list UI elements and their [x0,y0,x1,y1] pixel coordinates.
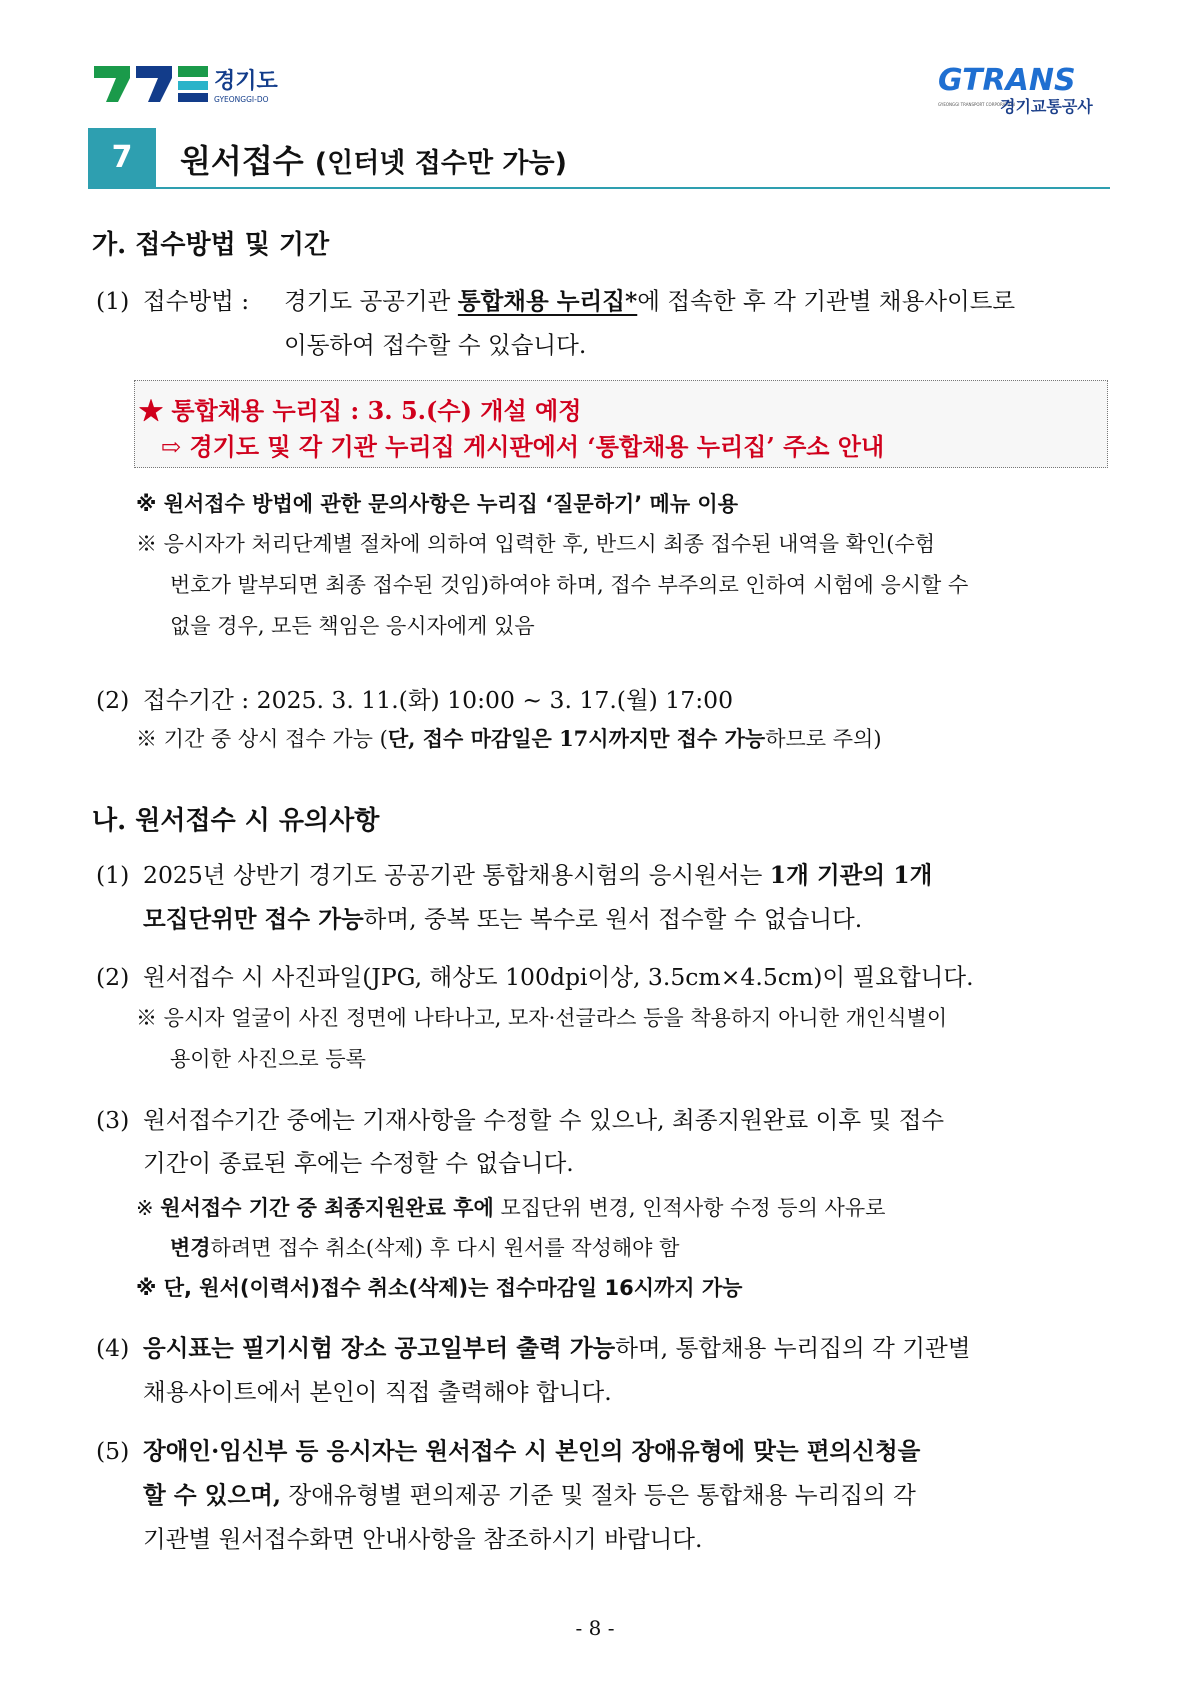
section-title [180,136,567,182]
section-title-main: 원서접수 [180,142,304,180]
part-b-item3-line2: 기간이 종료된 후에는 수정할 수 없습니다. [143,1149,574,1177]
text-segment: 장애유형별 편의제공 기준 및 절차 등은 통합채용 누리집의 각 [281,1481,916,1509]
part-b-item2-note-line2: 용이한 사진으로 등록 [170,1047,366,1071]
svg-text:GYEONGGI-DO: GYEONGGI-DO [214,95,269,104]
part-b-item1-num: (1) [96,861,130,889]
part-a-item1-line1 [284,286,1015,316]
text-segment: 에 접속한 후 각 기관별 채용사이트로 [637,287,1016,315]
text-segment: ※ 기간 중 상시 접수 가능 ( [136,727,388,751]
part-b-item5-line1: 장애인·임신부 등 응시자는 원서접수 시 본인의 장애유형에 맞는 편의신청을 [143,1437,921,1465]
part-a-note1: ※ 원서접수 방법에 관한 문의사항은 누리집 ‘질문하기’ 메뉴 이용 [136,492,739,516]
notice-box [134,380,1108,468]
text-segment: 할 수 있으며, [143,1481,282,1509]
text-segment: 하므로 주의) [765,727,882,751]
text-segment: 하려면 접수 취소(삭제) 후 다시 원서를 작성해야 함 [210,1236,680,1260]
text-segment: 1개 기관의 1개 [769,861,933,889]
part-b-item2-note-line1: ※ 응시자 얼굴이 사진 정면에 나타나고, 모자·선글라스 등을 착용하지 아니한 개인식별이 [136,1006,948,1030]
part-a-item1-num: (1) [96,287,130,315]
integrated-hiring-site-link[interactable]: 통합채용 누리집* [457,287,638,315]
part-b-item1-line2 [143,904,862,934]
part-b-item5-line3: 기관별 원서접수화면 안내사항을 참조하시기 바랍니다. [143,1525,703,1553]
text-segment: 2025년 상반기 경기도 공공기관 통합채용시험의 응시원서는 [143,861,770,889]
section-divider [88,187,1110,189]
text-segment: 모집단위 변경, 인적사항 수정 등의 사유로 [493,1196,886,1220]
text-segment: 모집단위만 접수 가능 [143,905,364,933]
part-a-note2-line1: ※ 응시자가 처리단계별 절차에 의하여 입력한 후, 반드시 최종 접수된 내역을 확인(수험 [136,532,936,556]
svg-text:GYEONGGI TRANSPORT CORPORATION: GYEONGGI TRANSPORT CORPORATION [938,102,1015,107]
text-segment: 경기도 공공기관 [284,287,451,315]
notice-line2: ⇨ 경기도 및 각 기관 누리집 게시판에서 ‘통합채용 누리집’ 주소 안내 [161,432,885,461]
part-b-item3-note2: ※ 단, 원서(이력서)접수 취소(삭제)는 접수마감일 16시까지 가능 [136,1276,743,1300]
text-segment: 응시표는 필기시험 장소 공고일부터 출력 가능 [143,1334,616,1362]
svg-text:경기도: 경기도 [214,69,278,94]
page-number: - 8 - [575,1616,615,1640]
text-segment: 하며, 통합채용 누리집의 각 기관별 [615,1334,971,1362]
part-a-item2-note [136,725,882,753]
part-a-item2-num: (2) [96,686,130,714]
text-segment: 단, 접수 마감일은 17시까지만 접수 가능 [387,726,766,751]
gyeonggi-do-logo [92,60,292,110]
part-b-item3-note1-line1 [136,1194,885,1222]
part-b-item3-num: (3) [96,1106,130,1134]
part-b-item4-line1 [143,1333,970,1363]
part-a-heading: 가. 접수방법 및 기간 [92,230,330,260]
svg-text:경기교통공사: 경기교통공사 [1000,97,1093,116]
notice-line1: ★ 통합채용 누리집 : 3. 5.(수) 개설 예정 [139,396,582,425]
part-b-item3-line1: 원서접수기간 중에는 기재사항을 수정할 수 있으나, 최종지원완료 이후 및 접수 [143,1106,945,1134]
part-b-item5-num: (5) [96,1437,130,1465]
part-b-item3-note1-line2 [170,1234,679,1262]
part-a-note2-line2: 번호가 발부되면 최종 접수된 것임)하여야 하며, 접수 부주의로 인하여 시험에 응시할 수 [170,573,969,597]
part-b-item5-line2 [143,1480,916,1510]
part-a-note2-line3: 없을 경우, 모든 책임은 응시자에게 있음 [170,614,535,638]
svg-text:GTRANS: GTRANS [938,63,1076,98]
section-title-paren: (인터넷 접수만 가능) [314,148,567,179]
part-b-item1-line1 [143,860,932,890]
text-segment: 하며, 중복 또는 복수로 원서 접수할 수 없습니다. [363,905,863,933]
text-segment: 변경 [170,1235,211,1260]
part-b-heading: 나. 원서접수 시 유의사항 [92,806,380,836]
part-a-item1-line2: 이동하여 접수할 수 있습니다. [284,331,587,359]
part-b-item2-text: 원서접수 시 사진파일(JPG, 해상도 100dpi이상, 3.5cm×4.5cm)이 필요합니다. [143,963,974,991]
part-a-item2-text: 접수기간 : 2025. 3. 11.(화) 10:00 ~ 3. 17.(월) 17:00 [143,686,734,714]
part-a-item1-label: 접수방법 : [143,287,250,315]
text-segment: 원서접수 기간 중 최종지원완료 후에 [160,1195,494,1220]
part-b-item2-num: (2) [96,963,130,991]
part-b-item4-line2: 채용사이트에서 본인이 직접 출력해야 합니다. [143,1378,612,1406]
gtrans-logo [938,62,1108,118]
text-segment: ※ [136,1196,161,1220]
part-b-item4-num: (4) [96,1334,130,1362]
section-number: 7 [88,128,156,188]
